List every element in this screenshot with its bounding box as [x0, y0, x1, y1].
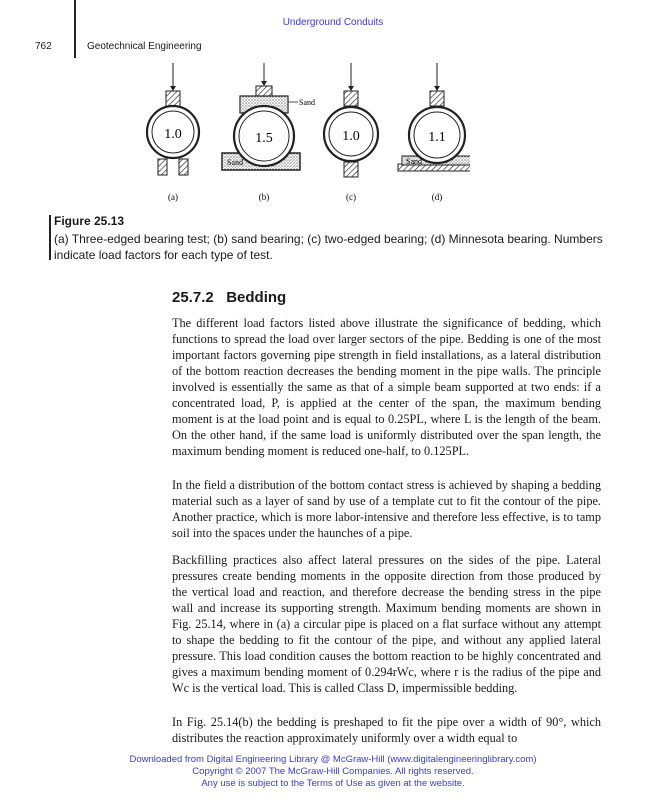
- load-factor-d: 1.1: [428, 130, 446, 145]
- footer-terms-link[interactable]: Any use is subject to the Terms of Use as given at the website.: [201, 778, 465, 789]
- top-bearing-block-d: [430, 91, 444, 106]
- load-arrowhead-a: [170, 86, 176, 91]
- top-bearing-block-a: [166, 91, 180, 106]
- body-paragraph-4: In Fig. 25.14(b) the bedding is preshaped to fit the pipe over a width of 90°, which distributes the reaction approximately uniformly over a width equal to: [172, 715, 601, 745]
- panel-label-d: (d): [431, 192, 443, 202]
- bottom-strip-right-a: [179, 159, 188, 175]
- body-paragraph-1: The different load factors listed above illustrate the significance of bedding, which functions to spread the load over larger sectors of the pipe. Bedding is one of the most important factors governing pipe strength in field installations, as a lateral distribution of the bottom reaction decreases the bending moment in the pipe walls. The principle involved is essentially the same as that of a simple beam supported at two ends: if a concentrated load, P, is applied at the center of the span, the maximum bending moment is at the load point and is equal to 0.25PL, where L is the length of the beam. On the other hand, if the same load is uniformly distributed over the span length, the maximum bending moment is reduced one-half, to 0.125PL.: [172, 316, 601, 458]
- figure-25-13-diagram: [140, 60, 470, 210]
- bottom-strip-left-a: [158, 159, 167, 175]
- section-heading: 25.7.2 Bedding: [172, 289, 287, 306]
- load-arrowhead-d: [434, 86, 440, 91]
- panel-label-b: (b): [258, 192, 270, 202]
- chapter-title: Underground Conduits: [282, 17, 384, 28]
- header-divider: [74, 0, 76, 58]
- load-factor-b: 1.5: [255, 131, 273, 146]
- load-factor-c: 1.0: [342, 129, 360, 144]
- bottom-bearing-block-c: [344, 162, 358, 177]
- page-number: 762: [35, 41, 52, 52]
- running-head: Geotechnical Engineering: [87, 41, 202, 52]
- caption-rule: [49, 215, 51, 260]
- footer: [0, 754, 666, 790]
- panel-d-minnesota-bearing: [398, 63, 470, 202]
- figure-caption-label: Figure 25.13: [54, 214, 125, 228]
- top-bearing-block-c: [344, 91, 358, 106]
- body-paragraph-2: In the field a distribution of the bottom contact stress is achieved by shaping a bedding material such as a layer of sand by use of a template cut to fit the contour of the pipe. Another practice, which is more labor-intensive and therefore less effective, is to tamp soil into the spaces under the haunches of a pipe.: [172, 478, 601, 540]
- sand-label-top-b: Sand: [299, 98, 315, 107]
- sand-label-bottom-b: Sand: [227, 158, 243, 167]
- panel-b-sand-bearing: [222, 63, 315, 202]
- footer-copyright: Copyright © 2007 The McGraw-Hill Companies. All rights reserved.: [192, 766, 474, 777]
- figure-caption-text: (a) Three-edged bearing test; (b) sand bearing; (c) two-edged bearing; (d) Minnesota bearing. Numbers indicate load factors for each type of test.: [54, 232, 603, 262]
- panel-label-c: (c): [346, 192, 356, 202]
- footer-download-link[interactable]: Downloaded from Digital Engineering Library @ McGraw-Hill (www.digitalengineeringlibrary.com): [129, 754, 537, 765]
- body-paragraph-3: Backfilling practices also affect lateral pressures on the sides of the pipe. Lateral pressures create bending moments in the opposite direction from those produced by the vertical load and reaction, and therefore decrease the bending stress in the pipe wall and increase its supporting strength. Maximum bending moments are shown in Fig. 25.14, where in (a) a circular pipe is placed on a flat surface without any attempt to shape the bedding to fit the contour of the pipe, and without any applied lateral pressure. This load condition causes the bottom reaction to be highly concentrated and gives a maximum bending moment of 0.294rWc, where r is the radius of the pipe and Wc is the vertical load. This is called Class D, impermissible bedding.: [172, 553, 601, 695]
- load-factor-a: 1.0: [164, 127, 182, 142]
- sand-label-d: Sand: [406, 157, 422, 166]
- top-bearing-block-b: [256, 86, 272, 96]
- panel-label-a: (a): [168, 192, 178, 202]
- panel-a-three-edged-bearing: [147, 63, 199, 202]
- load-arrowhead-b: [261, 81, 267, 86]
- load-arrowhead-c: [348, 86, 354, 91]
- panel-c-two-edged-bearing: [324, 63, 378, 202]
